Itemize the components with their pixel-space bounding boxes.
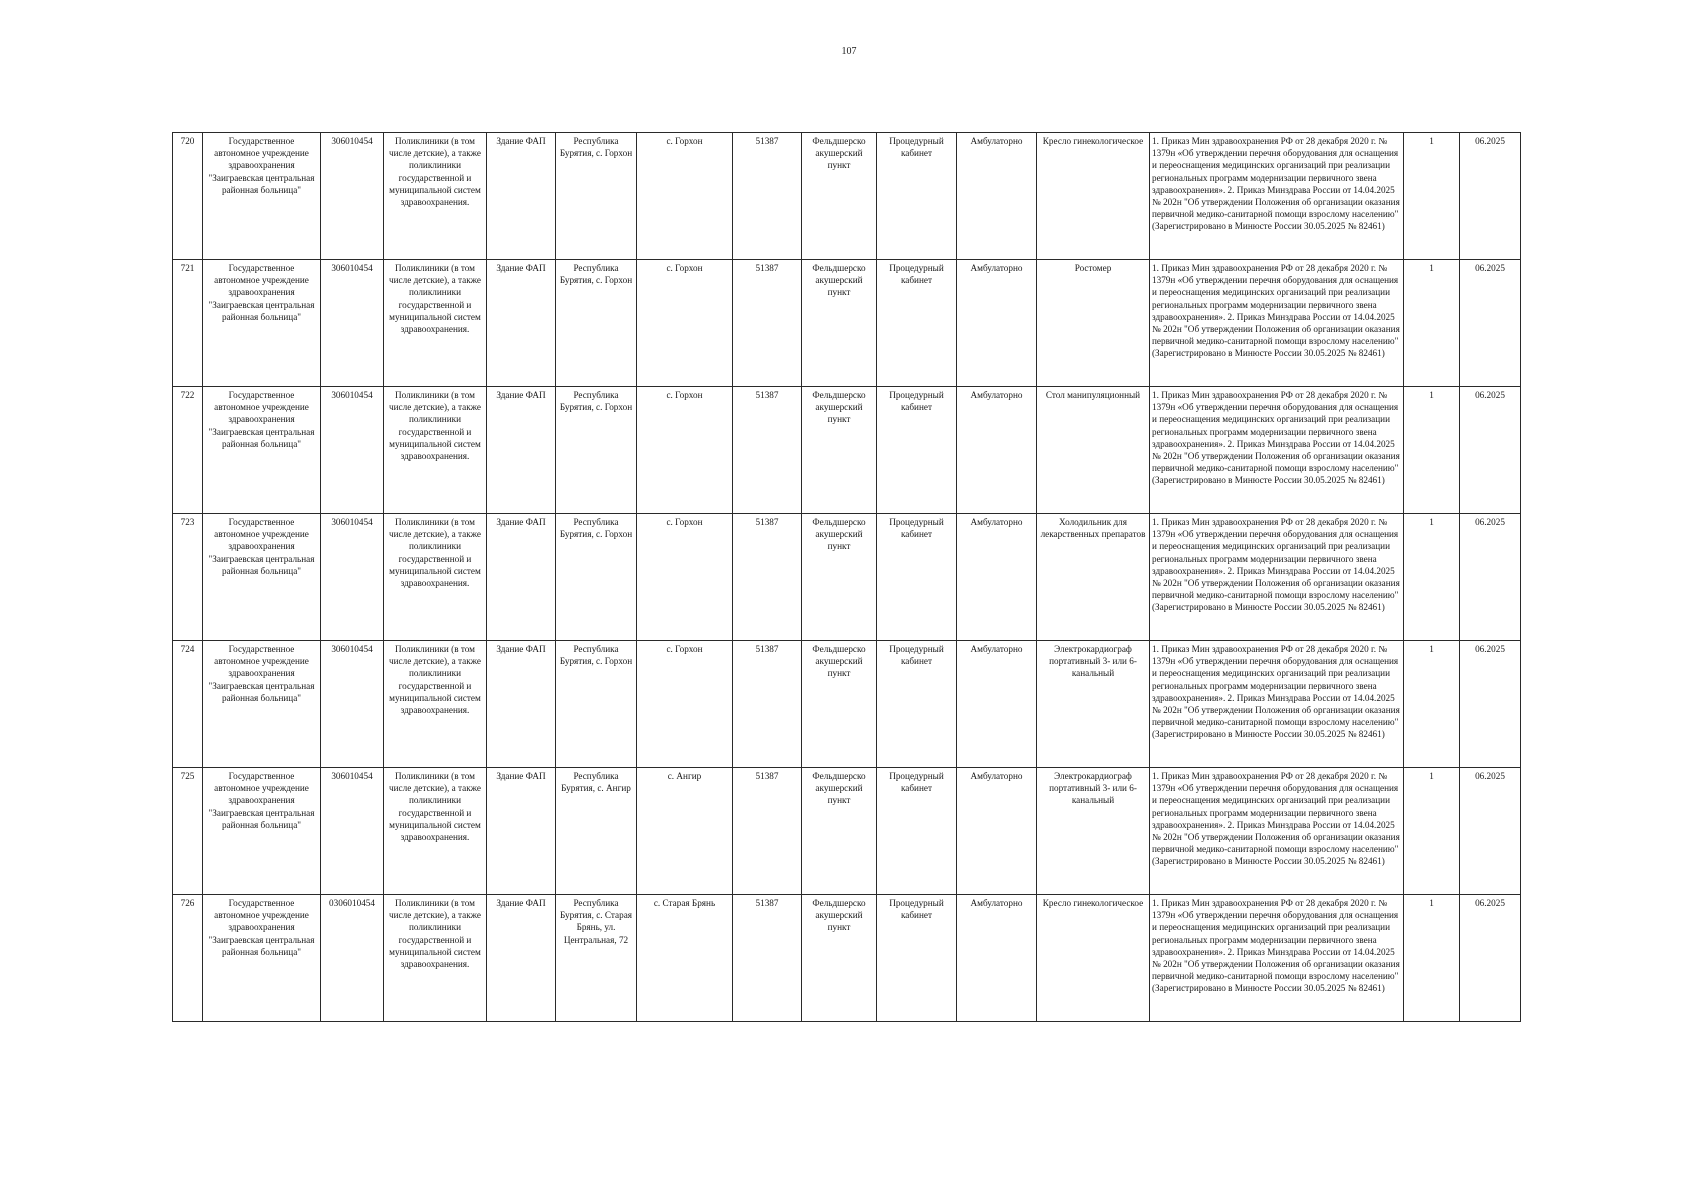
cell-institution-type: Поликлиники (в том числе детские), а также поликлиники государственной и муниципальной систем здравоохранения. [384,133,487,260]
cell-due-date: 06.2025 [1460,768,1521,895]
cell-organization-name: Государственное автономное учреждение здравоохранения "Заиграевская центральная районная больница" [203,133,321,260]
cell-row-number: 722 [173,387,203,514]
cell-address: Республика Бурятия, с. Горхон [556,387,637,514]
cell-locality: с. Горхон [637,133,733,260]
cell-locality: с. Горхон [637,641,733,768]
cell-equipment-name: Электрокардиограф портативный 3- или 6-канальный [1037,641,1150,768]
cell-legal-basis: 1. Приказ Мин здравоохранения РФ от 28 декабря 2020 г. № 1379н «Об утверждении перечня оборудования для оснащения и переоснащения медицинских организаций при реализации региональных программ модернизации первичного звена здравоохранения». 2. Приказ Минздрава России от 14.04.2025 № 202н "Об утверждении Положения об организации оказания первичной медико-санитарной помощи взрослому населению" (Зарегистрировано в Минюсте России 30.05.2025 № 82461) [1150,260,1404,387]
cell-unit-name: Фельдшерско акушерский пункт [802,387,877,514]
equipment-table [172,132,1521,1022]
cell-unit-name: Фельдшерско акушерский пункт [802,895,877,1022]
cell-equipment-name: Холодильник для лекарственных препаратов [1037,514,1150,641]
cell-locality: с. Старая Брянь [637,895,733,1022]
cell-room-name: Процедурный кабинет [877,387,957,514]
cell-institution-type: Поликлиники (в том числе детские), а также поликлиники государственной и муниципальной систем здравоохранения. [384,641,487,768]
cell-due-date: 06.2025 [1460,387,1521,514]
cell-unit-name: Фельдшерско акушерский пункт [802,133,877,260]
cell-due-date: 06.2025 [1460,260,1521,387]
cell-organization-code: 306010454 [321,133,384,260]
cell-due-date: 06.2025 [1460,641,1521,768]
cell-address: Республика Бурятия, с. Ангир [556,768,637,895]
cell-institution-type: Поликлиники (в том числе детские), а также поликлиники государственной и муниципальной систем здравоохранения. [384,260,487,387]
cell-care-condition: Амбулаторно [957,895,1037,1022]
cell-unit-name: Фельдшерско акушерский пункт [802,641,877,768]
cell-building-name: Здание ФАП [487,260,556,387]
cell-organization-name: Государственное автономное учреждение здравоохранения "Заиграевская центральная районная больница" [203,387,321,514]
cell-care-condition: Амбулаторно [957,641,1037,768]
cell-due-date: 06.2025 [1460,133,1521,260]
cell-institution-type: Поликлиники (в том числе детские), а также поликлиники государственной и муниципальной систем здравоохранения. [384,514,487,641]
table-row [173,260,1521,387]
cell-building-name: Здание ФАП [487,133,556,260]
cell-care-condition: Амбулаторно [957,387,1037,514]
table-row [173,514,1521,641]
table-body [173,133,1521,1022]
cell-legal-basis: 1. Приказ Мин здравоохранения РФ от 28 декабря 2020 г. № 1379н «Об утверждении перечня оборудования для оснащения и переоснащения медицинских организаций при реализации региональных программ модернизации первичного звена здравоохранения». 2. Приказ Минздрава России от 14.04.2025 № 202н "Об утверждении Положения об организации оказания первичной медико-санитарной помощи взрослому населению" (Зарегистрировано в Минюсте России 30.05.2025 № 82461) [1150,768,1404,895]
cell-row-number: 724 [173,641,203,768]
cell-legal-basis: 1. Приказ Мин здравоохранения РФ от 28 декабря 2020 г. № 1379н «Об утверждении перечня оборудования для оснащения и переоснащения медицинских организаций при реализации региональных программ модернизации первичного звена здравоохранения». 2. Приказ Минздрава России от 14.04.2025 № 202н "Об утверждении Положения об организации оказания первичной медико-санитарной помощи взрослому населению" (Зарегистрировано в Минюсте России 30.05.2025 № 82461) [1150,514,1404,641]
cell-room-name: Процедурный кабинет [877,133,957,260]
cell-equipment-name: Электрокардиограф портативный 3- или 6-канальный [1037,768,1150,895]
cell-building-name: Здание ФАП [487,768,556,895]
cell-territory-code: 51387 [733,514,802,641]
cell-equipment-name: Кресло гинекологическое [1037,133,1150,260]
page-number: 107 [841,46,857,57]
cell-building-name: Здание ФАП [487,641,556,768]
cell-row-number: 720 [173,133,203,260]
cell-building-name: Здание ФАП [487,514,556,641]
cell-locality: с. Горхон [637,260,733,387]
cell-locality: с. Горхон [637,387,733,514]
cell-locality: с. Горхон [637,514,733,641]
cell-territory-code: 51387 [733,641,802,768]
cell-locality: с. Ангир [637,768,733,895]
cell-address: Республика Бурятия, с. Горхон [556,514,637,641]
cell-address: Республика Бурятия, с. Горхон [556,641,637,768]
cell-organization-code: 306010454 [321,260,384,387]
cell-organization-name: Государственное автономное учреждение здравоохранения "Заиграевская центральная районная больница" [203,514,321,641]
cell-care-condition: Амбулаторно [957,133,1037,260]
cell-organization-code: 306010454 [321,387,384,514]
cell-organization-name: Государственное автономное учреждение здравоохранения "Заиграевская центральная районная больница" [203,641,321,768]
cell-quantity: 1 [1404,260,1460,387]
cell-due-date: 06.2025 [1460,895,1521,1022]
cell-legal-basis: 1. Приказ Мин здравоохранения РФ от 28 декабря 2020 г. № 1379н «Об утверждении перечня оборудования для оснащения и переоснащения медицинских организаций при реализации региональных программ модернизации первичного звена здравоохранения». 2. Приказ Минздрава России от 14.04.2025 № 202н "Об утверждении Положения об организации оказания первичной медико-санитарной помощи взрослому населению" (Зарегистрировано в Минюсте России 30.05.2025 № 82461) [1150,133,1404,260]
cell-unit-name: Фельдшерско акушерский пункт [802,260,877,387]
cell-room-name: Процедурный кабинет [877,260,957,387]
cell-territory-code: 51387 [733,260,802,387]
cell-care-condition: Амбулаторно [957,260,1037,387]
cell-organization-code: 0306010454 [321,895,384,1022]
cell-care-condition: Амбулаторно [957,768,1037,895]
cell-address: Республика Бурятия, с. Горхон [556,260,637,387]
cell-organization-name: Государственное автономное учреждение здравоохранения "Заиграевская центральная районная больница" [203,260,321,387]
cell-organization-code: 306010454 [321,768,384,895]
cell-address: Республика Бурятия, с. Горхон [556,133,637,260]
cell-equipment-name: Ростомер [1037,260,1150,387]
cell-legal-basis: 1. Приказ Мин здравоохранения РФ от 28 декабря 2020 г. № 1379н «Об утверждении перечня оборудования для оснащения и переоснащения медицинских организаций при реализации региональных программ модернизации первичного звена здравоохранения». 2. Приказ Минздрава России от 14.04.2025 № 202н "Об утверждении Положения об организации оказания первичной медико-санитарной помощи взрослому населению" (Зарегистрировано в Минюсте России 30.05.2025 № 82461) [1150,387,1404,514]
cell-unit-name: Фельдшерско акушерский пункт [802,768,877,895]
cell-quantity: 1 [1404,641,1460,768]
cell-quantity: 1 [1404,133,1460,260]
cell-legal-basis: 1. Приказ Мин здравоохранения РФ от 28 декабря 2020 г. № 1379н «Об утверждении перечня оборудования для оснащения и переоснащения медицинских организаций при реализации региональных программ модернизации первичного звена здравоохранения». 2. Приказ Минздрава России от 14.04.2025 № 202н "Об утверждении Положения об организации оказания первичной медико-санитарной помощи взрослому населению" (Зарегистрировано в Минюсте России 30.05.2025 № 82461) [1150,641,1404,768]
cell-organization-name: Государственное автономное учреждение здравоохранения "Заиграевская центральная районная больница" [203,768,321,895]
cell-organization-code: 306010454 [321,514,384,641]
cell-quantity: 1 [1404,768,1460,895]
cell-territory-code: 51387 [733,768,802,895]
cell-building-name: Здание ФАП [487,895,556,1022]
cell-unit-name: Фельдшерско акушерский пункт [802,514,877,641]
cell-institution-type: Поликлиники (в том числе детские), а также поликлиники государственной и муниципальной систем здравоохранения. [384,387,487,514]
cell-territory-code: 51387 [733,895,802,1022]
cell-organization-code: 306010454 [321,641,384,768]
table-row [173,387,1521,514]
cell-address: Республика Бурятия, с. Старая Брянь, ул. Центральная, 72 [556,895,637,1022]
cell-institution-type: Поликлиники (в том числе детские), а также поликлиники государственной и муниципальной систем здравоохранения. [384,768,487,895]
cell-territory-code: 51387 [733,387,802,514]
table-row [173,895,1521,1022]
table-row [173,133,1521,260]
cell-territory-code: 51387 [733,133,802,260]
table-row [173,641,1521,768]
cell-room-name: Процедурный кабинет [877,768,957,895]
cell-row-number: 721 [173,260,203,387]
table-row [173,768,1521,895]
cell-quantity: 1 [1404,895,1460,1022]
cell-row-number: 723 [173,514,203,641]
cell-row-number: 726 [173,895,203,1022]
cell-building-name: Здание ФАП [487,387,556,514]
cell-legal-basis: 1. Приказ Мин здравоохранения РФ от 28 декабря 2020 г. № 1379н «Об утверждении перечня оборудования для оснащения и переоснащения медицинских организаций при реализации региональных программ модернизации первичного звена здравоохранения». 2. Приказ Минздрава России от 14.04.2025 № 202н "Об утверждении Положения об организации оказания первичной медико-санитарной помощи взрослому населению" (Зарегистрировано в Минюсте России 30.05.2025 № 82461) [1150,895,1404,1022]
cell-equipment-name: Стол манипуляционный [1037,387,1150,514]
cell-due-date: 06.2025 [1460,514,1521,641]
cell-row-number: 725 [173,768,203,895]
cell-organization-name: Государственное автономное учреждение здравоохранения "Заиграевская центральная районная больница" [203,895,321,1022]
cell-room-name: Процедурный кабинет [877,641,957,768]
cell-quantity: 1 [1404,514,1460,641]
cell-equipment-name: Кресло гинекологическое [1037,895,1150,1022]
cell-quantity: 1 [1404,387,1460,514]
cell-institution-type: Поликлиники (в том числе детские), а также поликлиники государственной и муниципальной систем здравоохранения. [384,895,487,1022]
cell-room-name: Процедурный кабинет [877,514,957,641]
cell-room-name: Процедурный кабинет [877,895,957,1022]
cell-care-condition: Амбулаторно [957,514,1037,641]
